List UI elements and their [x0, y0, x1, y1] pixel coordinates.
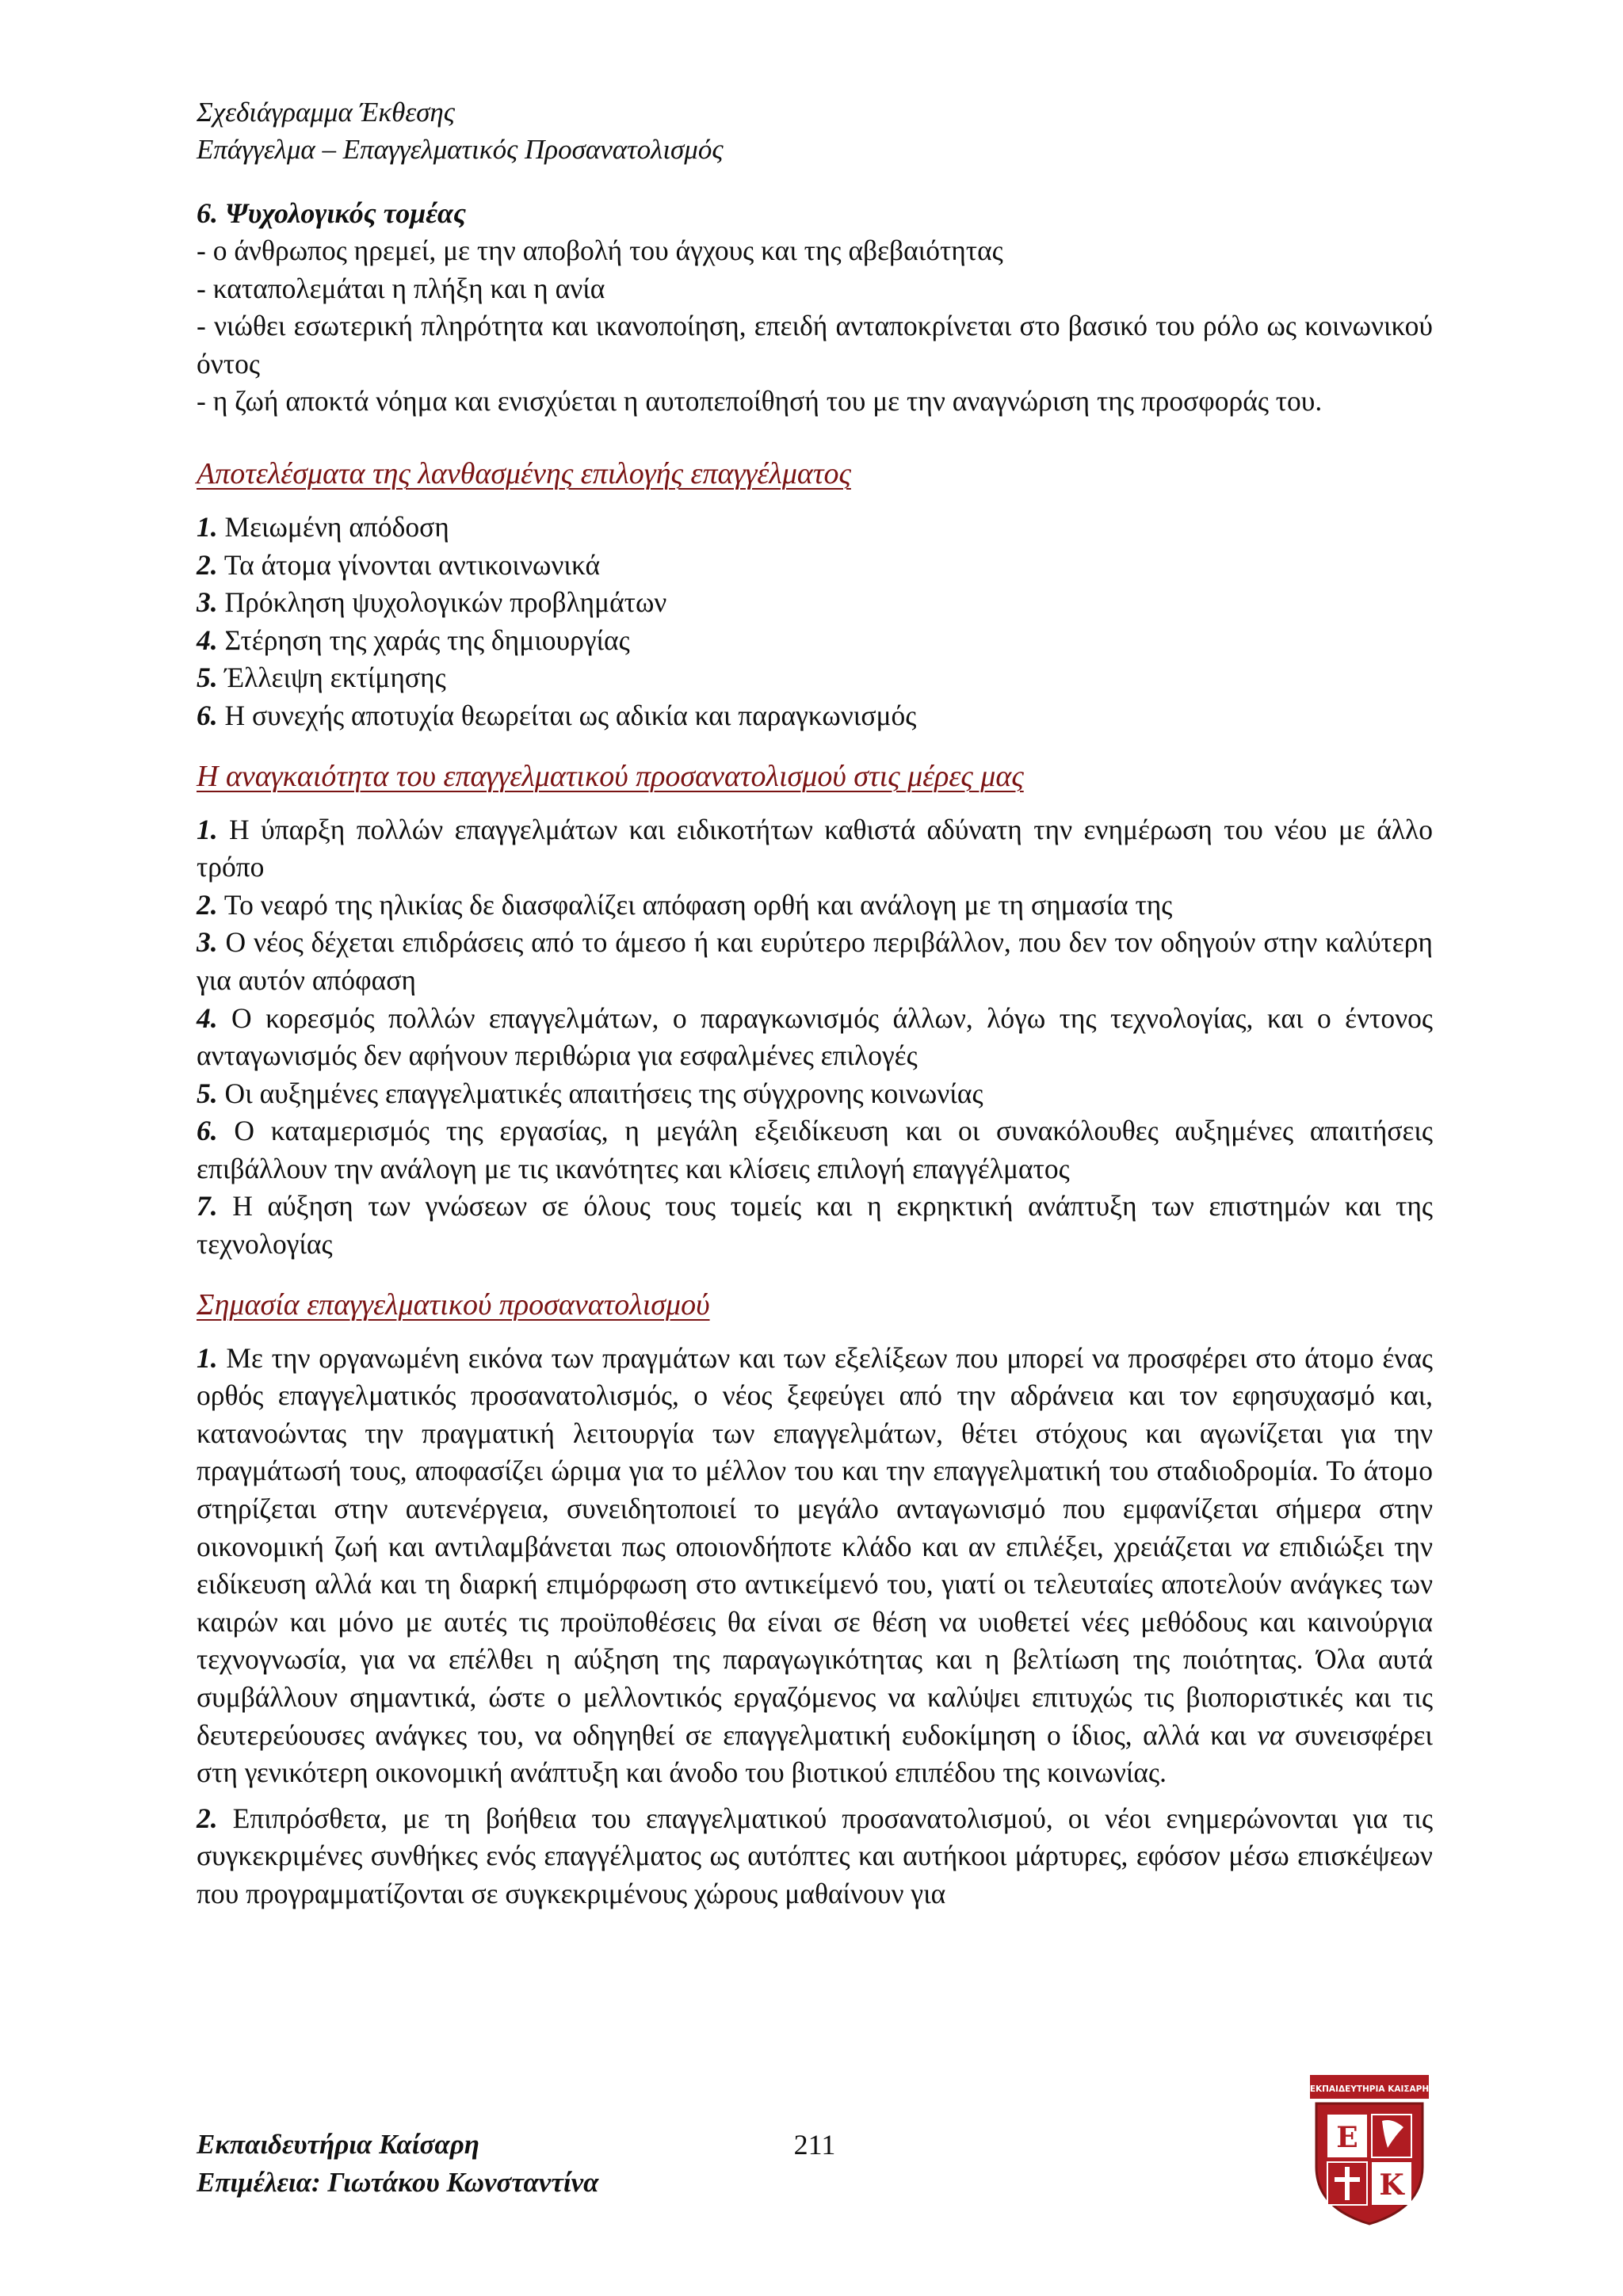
list-item: 4. Ο κορεσμός πολλών επαγγελμάτων, ο παραγκωνισμός άλλων, λόγω της τεχνολογίας, και ο έντονος ανταγωνισμός δεν αφήνουν περιθώρια για εσφαλμένες επιλογές	[197, 1001, 1433, 1072]
footer	[197, 2126, 599, 2202]
page-number: 211	[793, 2129, 836, 2161]
importance-section	[197, 1286, 1433, 1913]
list-item: - καταπολεμάται η πλήξη και η ανία	[197, 272, 605, 304]
list-item: 6. Η συνεχής αποτυχία θεωρείται ως αδικία και παραγκωνισμός	[197, 699, 917, 731]
list-item: 3. Ο νέος δέχεται επιδράσεις από το άμεσο ή και ευρύτερο περιβάλλον, που δεν τον οδηγούν στην καλύτερη για αυτόν απόφαση	[197, 926, 1433, 996]
list-item: 1. Μειωμένη απόδοση	[197, 510, 449, 543]
header-subtitle: Επάγγελμα – Επαγγελματικός Προσανατολισμός	[197, 134, 724, 165]
psychological-section	[197, 194, 1433, 421]
list-item: 6. Ο καταμερισμός της εργασίας, η μεγάλη εξειδίκευση και οι συνακόλουθες αυξημένες απαιτήσεις επιβάλλουν την ανάλογη με τις ικανότητες και κλίσεις επιλογή επαγγέλματος	[197, 1115, 1433, 1184]
list-item: 2. Τα άτομα γίνονται αντικοινωνικά	[197, 548, 601, 581]
footer-editor: Επιμέλεια: Γιωτάκου Κωνσταντίνα	[197, 2167, 599, 2198]
logo-letter-e: Ε	[1336, 2121, 1358, 2154]
school-logo-shield-icon	[1305, 2072, 1434, 2227]
paragraph: 1. Με την οργανωμένη εικόνα των πραγμάτων και των εξελίξεων που μπορεί να προσφέρει στο άτομο ένας ορθός επαγγελματικός προσανατολισμός, ο νέος ξεφεύγει από την αδράνεια και τον εφησυχασμό και, κατανοώντας την πραγματική λειτουργία των επαγγελμάτων, θέτει στόχους και αγωνίζεται για την πραγμάτωσή τους, αποφασίζει ώριμα για το μέλλον του και την επαγγελματική του σταδιοδρομία. Το άτομο στηρίζεται στην αυτενέργεια, συνειδητοποιεί το μεγάλο ανταγωνισμό που εμφανίζεται σήμερα στην οικονομική ζωή και αντιλαμβάνεται πως οποιονδήποτε κλάδο και αν επιλέξει, χρειάζεται να επιδιώξει την ειδίκευση αλλά και τη διαρκή επιμόρφωση στο αντικείμενό του, γιατί οι τελευταίες αποτελούν ανάγκες των καιρών και μόνο με αυτές τις προϋποθέσεις θα είναι σε θέση να υιοθετεί νέες μεθόδους και καινούργια τεχνογνωσία, για να επέλθει η αύξηση της παραγωγικότητας και η βελτίωση της ποιότητας. Όλα αυτά συμβάλλουν σημαντικά, ώστε ο μελλοντικός εργαζόμενος να καλύψει επιτυχώς τις βιοποριστικές και τις δευτερεύουσες ανάγκες του, να οδηγηθεί σε επαγγελματική ευδοκίμηση ο ίδιος, αλλά και να συνεισφέρει στη γενικότερη οικονομική ανάπτυξη και άνοδο του βιοτικού επιπέδου της κοινωνίας.	[197, 1341, 1433, 1789]
list-item: 2. Το νεαρό της ηλικίας δε διασφαλίζει απόφαση ορθή και ανάλογη με τη σημασία της	[197, 888, 1173, 921]
list-item: 4. Στέρηση της χαράς της δημιουργίας	[197, 624, 630, 656]
importance-heading: Σημασία επαγγελματικού προσανατολισμού	[197, 1287, 710, 1322]
logo-letter-k: Κ	[1379, 2168, 1404, 2202]
list-item: 1. Η ύπαρξη πολλών επαγγελμάτων και ειδικοτήτων καθιστά αδύνατη την ενημέρωση του νέου με άλλο τρόπο	[197, 813, 1433, 883]
list-item: - ο άνθρωπος ηρεμεί, με την αποβολή του άγχους και της αβεβαιότητας	[197, 235, 1003, 266]
list-item: 5. Οι αυξημένες επαγγελματικές απαιτήσεις της σύγχρονης κοινωνίας	[197, 1077, 983, 1109]
paragraph: 2. Επιπρόσθετα, με τη βοήθεια του επαγγελματικού προσανατολισμού, οι νέοι ενημερώνονται για τις συγκεκριμένες συνθήκες ενός επαγγέλματος ως αυτόπτες και αυτήκοοι μάρτυρες, εφόσον μέσω επισκέψεων που προγραμματίζονται σε συγκεκριμένους χώρους μαθαίνουν για	[197, 1802, 1433, 1909]
list-item: 3. Πρόκληση ψυχολογικών προβλημάτων	[197, 586, 667, 619]
main-content	[197, 194, 1433, 1913]
results-section	[197, 455, 1433, 735]
footer-school: Εκπαιδευτήρια Καίσαρη	[197, 2129, 479, 2160]
list-item: - η ζωή αποκτά νόημα και ενισχύεται η αυτοπεποίθησή του με την αναγνώριση της προσφοράς του.	[197, 385, 1323, 418]
results-heading: Αποτελέσματα της λανθασμένης επιλογής επαγγέλματος	[197, 456, 851, 490]
list-item: 5. Έλλειψη εκτίμησης	[197, 662, 446, 694]
necessity-heading: Η αναγκαιότητα του επαγγελματικού προσανατολισμού στις μέρες μας	[197, 759, 1024, 793]
running-header	[197, 93, 1433, 168]
necessity-section	[197, 757, 1433, 1264]
header-title: Σχεδιάγραμμα Έκθεσης	[197, 97, 455, 128]
list-item: - νιώθει εσωτερική πληρότητα και ικανοποίηση, επειδή ανταποκρίνεται στο βασικό του ρόλο ως κοινωνικού όντος	[197, 310, 1433, 379]
list-item: 7. Η αύξηση των γνώσεων σε όλους τους τομείς και η εκρηκτική ανάπτυξη των επιστημών και της τεχνολογίας	[197, 1190, 1433, 1261]
psych-heading: 6. Ψυχολογικός τομέας	[197, 197, 467, 229]
logo-banner-text: ΕΚΠΑΙΔΕΥΤΗΡΙΑ ΚΑΙΣΑΡΗ	[1309, 2084, 1430, 2094]
